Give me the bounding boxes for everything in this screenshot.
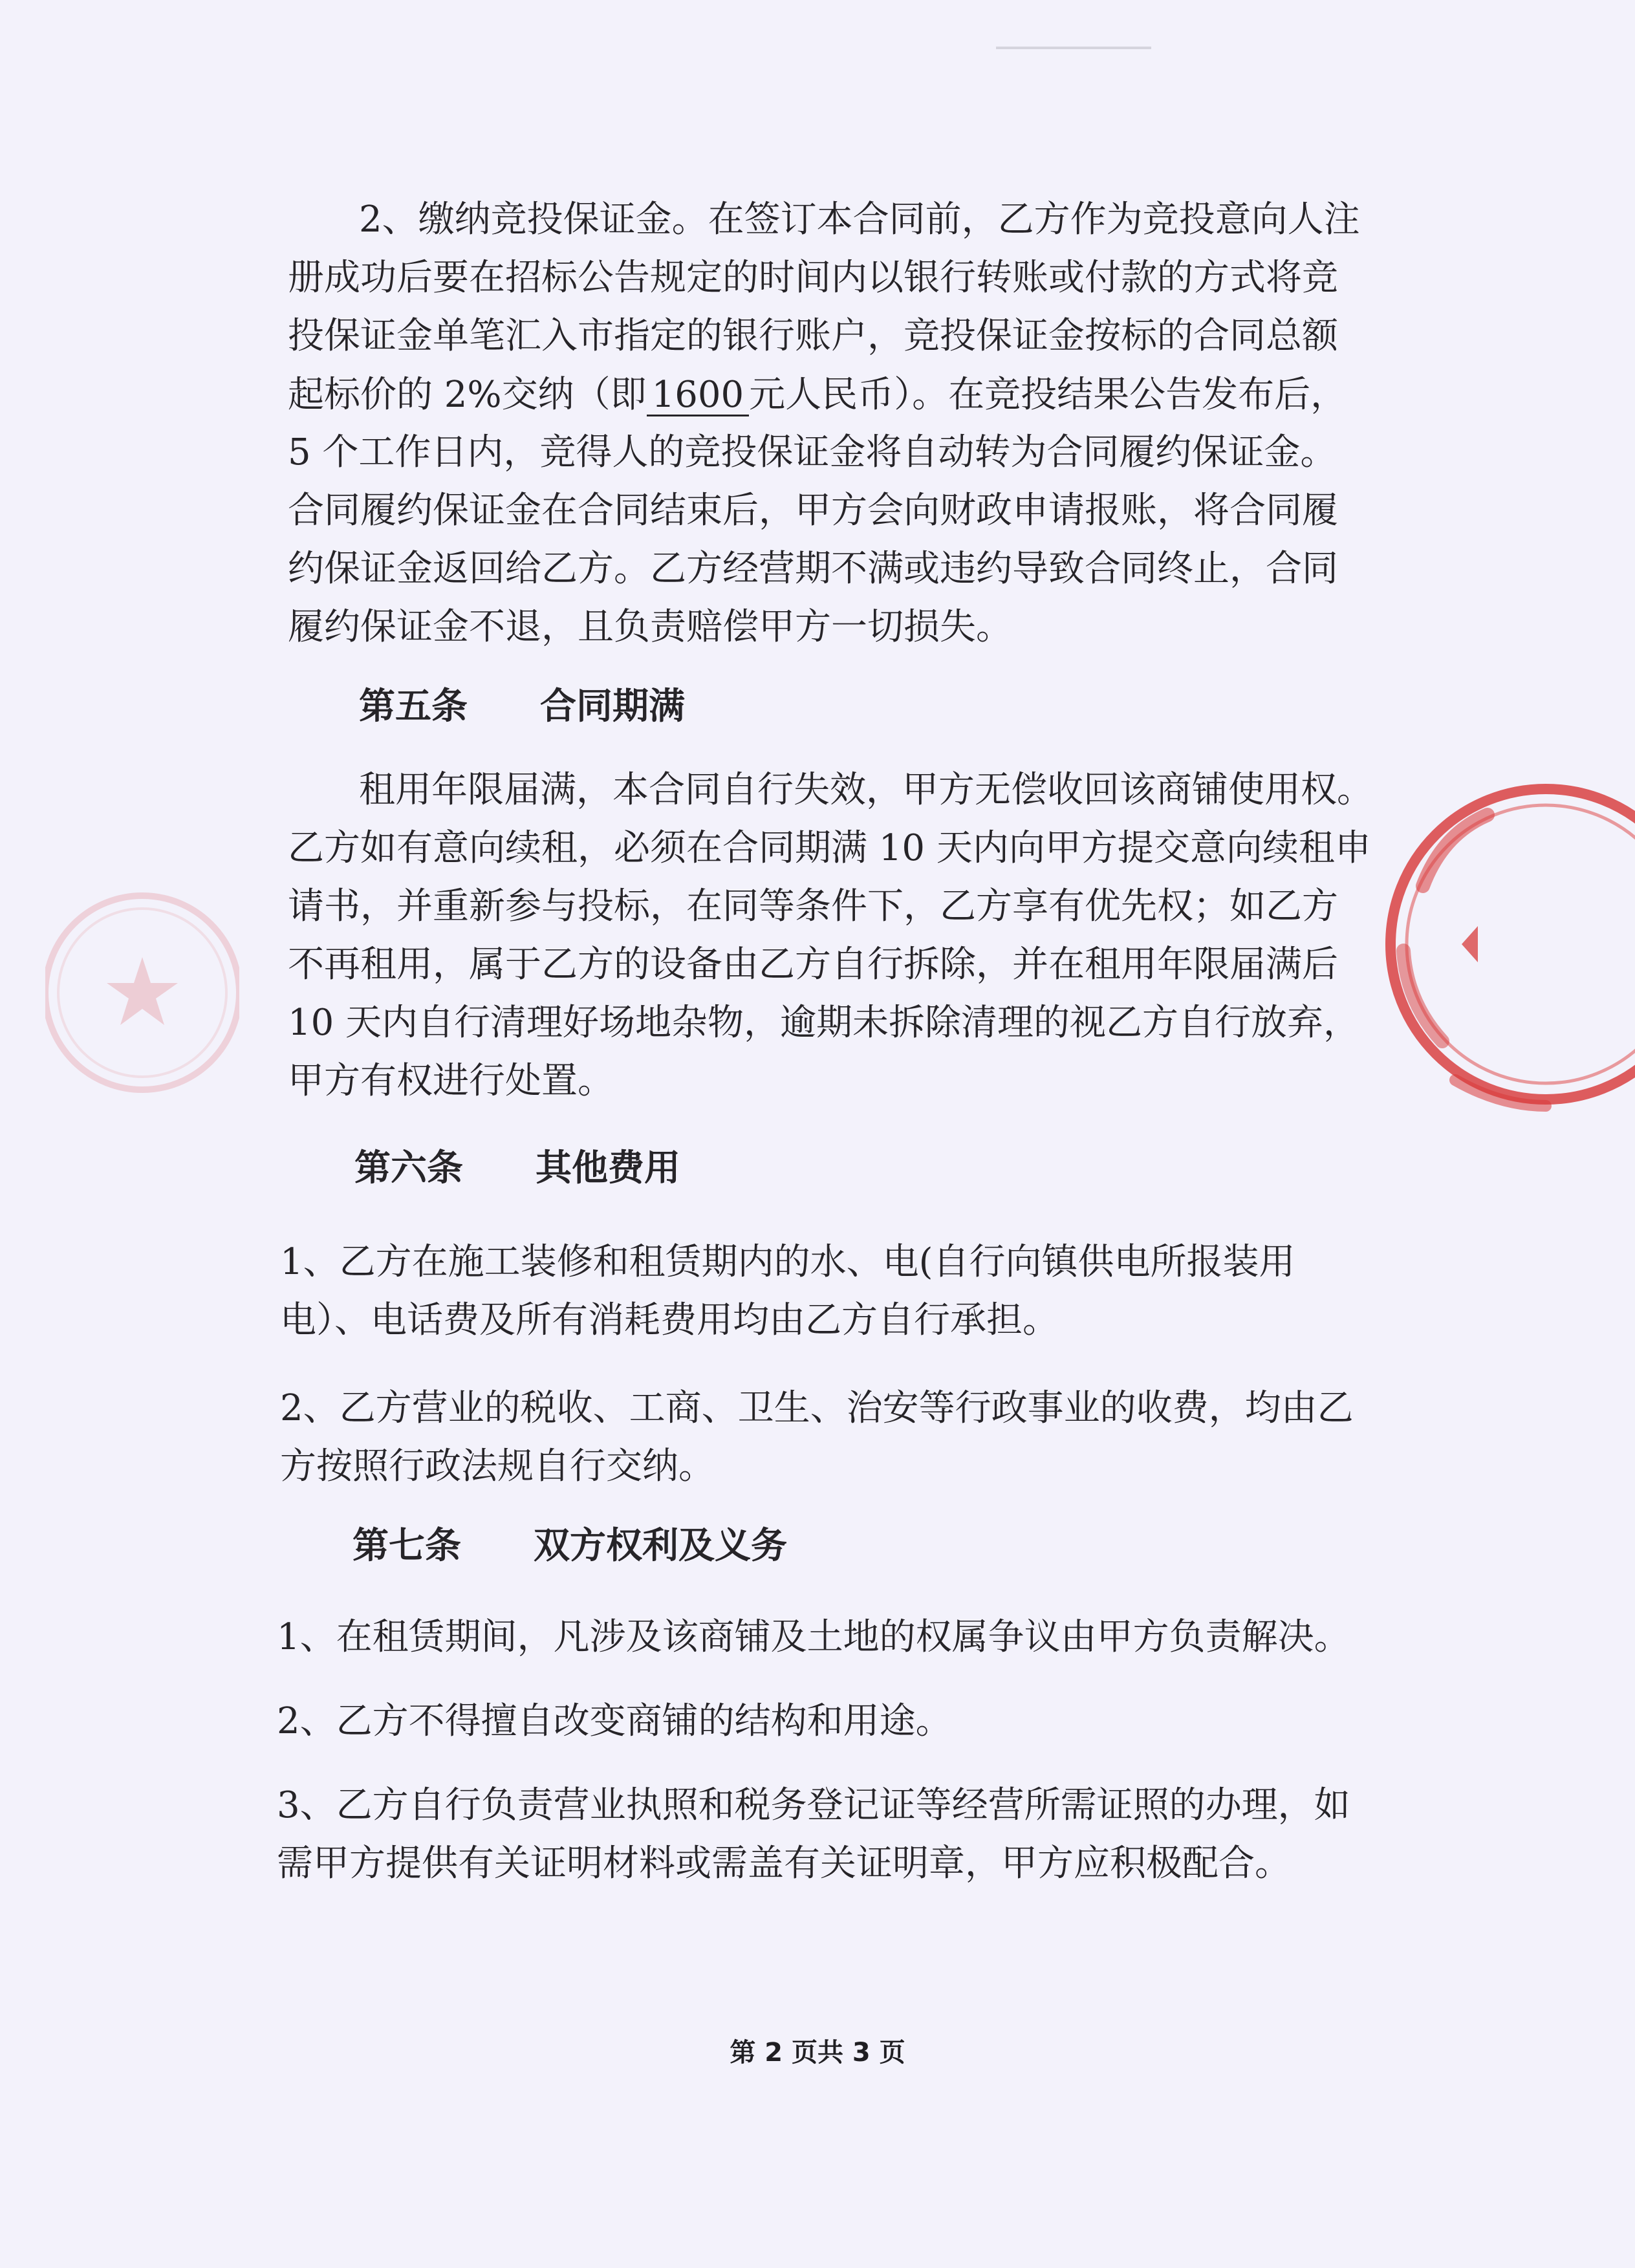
article5-line-3: 请书，并重新参与投标，在同等条件下，乙方享有优先权；如乙方 <box>288 885 1338 927</box>
article5-line-1: 租用年限届满，本合同自行失效，甲方无偿收回该商铺使用权。 <box>359 769 1373 811</box>
para1-line-8: 履约保证金不退，且负责赔偿甲方一切损失。 <box>288 606 1012 648</box>
article6-item2-line-1: 2、乙方营业的税收、工商、卫生、治安等行政事业的收费，均由乙 <box>280 1387 1354 1429</box>
scan-mark <box>996 47 1151 49</box>
article7-item3-line-1: 3、乙方自行负责营业执照和税务登记证等经营所需证照的办理，如 <box>277 1784 1350 1826</box>
article7-item-2: 2、乙方不得擅自改变商铺的结构和用途。 <box>277 1700 952 1742</box>
para1-line-7: 约保证金返回给乙方。乙方经营期不满或违约导致合同终止，合同 <box>288 548 1338 590</box>
page-footer: 第 2 页共 3 页 <box>730 2038 905 2068</box>
para1-line-5: 5 个工作日内，竞得人的竞投保证金将自动转为合同履约保证金。 <box>288 431 1337 473</box>
faint-seal-stamp <box>45 818 239 1167</box>
para1-line-6: 合同履约保证金在合同结束后，甲方会向财政申请报账，将合同履 <box>288 490 1338 532</box>
article6-item1-line-2: 电）、电话费及所有消耗费用均由乙方自行承担。 <box>280 1299 1059 1341</box>
deposit-amount: 1600 <box>647 376 750 416</box>
article7-heading: 第七条 双方权利及义务 <box>352 1524 787 1567</box>
article5-line-5: 10 天内自行清理好场地杂物，逾期未拆除清理的视乙方自行放弃， <box>288 1002 1360 1044</box>
para1-line-2: 册成功后要在招标公告规定的时间内以银行转账或付款的方式将竞 <box>288 257 1338 299</box>
article5-line-4: 不再租用，属于乙方的设备由乙方自行拆除，并在租用年限届满后 <box>288 944 1338 986</box>
article5-heading: 第五条 合同期满 <box>359 685 685 728</box>
article5-line-2: 乙方如有意向续租，必须在合同期满 10 天内向甲方提交意向续租申 <box>288 827 1371 869</box>
article7-item-1: 1、在租赁期间，凡涉及该商铺及土地的权属争议由甲方负责解决。 <box>277 1616 1350 1658</box>
para1-line-4-suffix: 元人民币）。在竞投结果公告发布后， <box>749 374 1347 416</box>
article6-heading: 第六条 其他费用 <box>354 1147 680 1189</box>
para1-line-3: 投保证金单笔汇入市指定的银行账户，竞投保证金按标的合同总额 <box>288 315 1338 357</box>
article6-item2-line-2: 方按照行政法规自行交纳。 <box>280 1445 715 1487</box>
para1-line-1: 2、缴纳竞投保证金。在签订本合同前，乙方作为竞投意向人注 <box>359 199 1360 241</box>
para1-line-4 <box>288 376 1347 416</box>
article5-line-6: 甲方有权进行处置。 <box>288 1060 614 1102</box>
para1-line-4-prefix: 起标价的 2%交纳（即 <box>288 374 647 416</box>
red-seal-stamp <box>1332 757 1635 1132</box>
article7-item3-line-2: 需甲方提供有关证明材料或需盖有关证明章，甲方应积极配合。 <box>277 1842 1291 1885</box>
article6-item1-line-1: 1、乙方在施工装修和租赁期内的水、电(自行向镇供电所报装用 <box>280 1241 1295 1283</box>
